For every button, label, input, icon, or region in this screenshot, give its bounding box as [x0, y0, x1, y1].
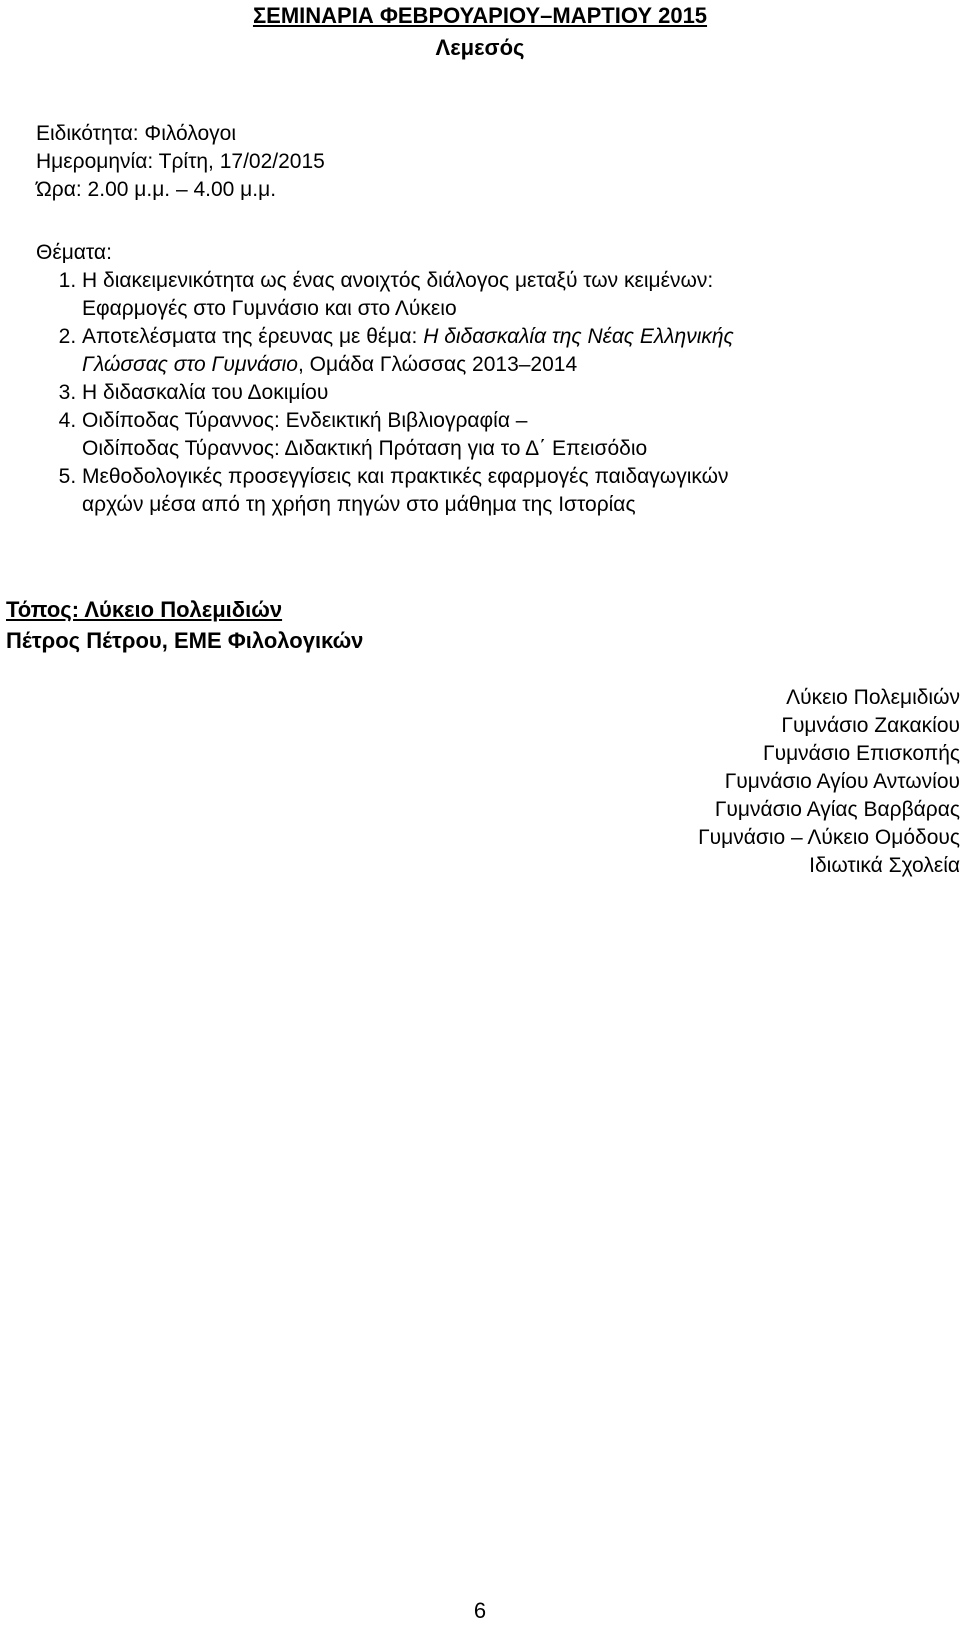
seminar-info: [36, 120, 325, 204]
topic-item: [82, 463, 936, 519]
topics-section: [36, 239, 936, 519]
topic-item: [82, 323, 936, 379]
venue-section: [6, 594, 363, 656]
school-item: Γυμνάσιο Αγίου Αντωνίου: [724, 770, 960, 793]
page-number: 6: [473, 1598, 487, 1623]
venue-place: Τόπος: Λύκειο Πολεμιδιών: [6, 597, 283, 622]
school-item: Γυμνάσιο – Λύκειο Ομόδους: [698, 826, 960, 849]
topic-item: [82, 379, 936, 407]
time-line: Ώρα: 2.00 μ.μ. – 4.00 μ.μ.: [36, 178, 277, 201]
topic-line: 1. Η διακειμενικότητα ως ένας ανοιχτός διάλογος μεταξύ των κειμένων:: [82, 269, 714, 292]
seminar-city: Λεμεσός: [435, 35, 525, 60]
school-item: Γυμνάσιο Αγίας Βαρβάρας: [714, 798, 960, 821]
topic-italic-title: Η διδασκαλία της Νέας Ελληνικής: [423, 325, 734, 348]
topic-item: [82, 267, 936, 323]
topic-text: Αποτελέσματα της έρευνας με θέμα:: [82, 325, 424, 348]
topic-line: Εφαρμογές στο Γυμνάσιο και στο Λύκειο: [82, 297, 457, 320]
topic-italic-title: Γλώσσας στο Γυμνάσιο: [82, 353, 298, 376]
topics-label: Θέματα:: [36, 241, 112, 264]
topic-line: 4. Οιδίποδας Τύραννος: Ενδεικτική Βιβλιογραφία –: [82, 409, 528, 432]
schools-list: [460, 684, 960, 880]
specialty-line: Ειδικότητα: Φιλόλογοι: [36, 122, 237, 145]
topic-line: 3. Η διδασκαλία του Δοκιμίου: [82, 381, 329, 404]
topic-item: [82, 407, 936, 463]
topic-line: αρχών μέσα από τη χρήση πηγών στο μάθημα της Ιστορίας: [82, 493, 636, 516]
topics-list: [36, 267, 936, 519]
date-line: Ημερομηνία: Τρίτη, 17/02/2015: [36, 150, 325, 173]
topic-line: [82, 323, 936, 351]
school-item: Γυμνάσιο Ζακακίου: [781, 714, 960, 737]
school-item: Γυμνάσιο Επισκοπής: [763, 742, 960, 765]
page-header: [0, 0, 960, 64]
school-item: Ιδιωτικά Σχολεία: [809, 854, 960, 877]
topic-line: 5. Μεθοδολογικές προσεγγίσεις και πρακτικές εφαρμογές παιδαγωγικών: [82, 465, 729, 488]
topic-text: , Ομάδα Γλώσσας 2013–2014: [297, 353, 578, 376]
seminar-title: ΣΕΜΙΝΑΡΙΑ ΦΕΒΡΟΥΑΡΙΟΥ–ΜΑΡΤΙΟΥ 2015: [252, 3, 708, 28]
venue-person: Πέτρος Πέτρου, ΕΜΕ Φιλολογικών: [6, 628, 364, 653]
topic-line: Οιδίποδας Τύραννος: Διδακτική Πρόταση για το Δ΄ Επεισόδιο: [82, 437, 648, 460]
school-item: Λύκειο Πολεμιδιών: [786, 686, 960, 709]
topic-line: [82, 351, 936, 379]
